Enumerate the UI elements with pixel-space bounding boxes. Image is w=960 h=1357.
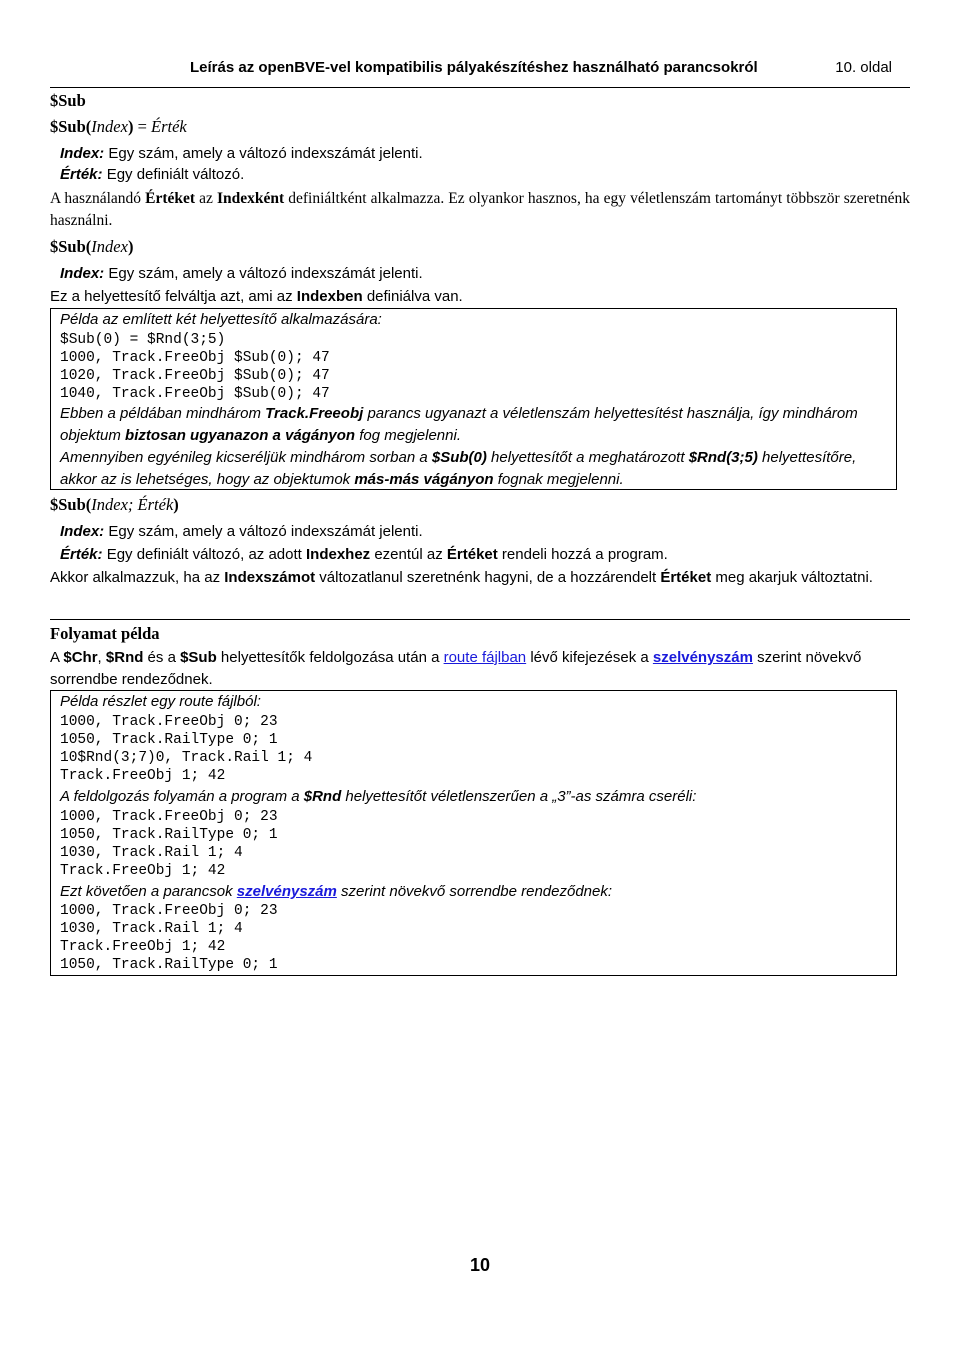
param-label: Index: (60, 145, 105, 162)
sub-form3-index-param (60, 523, 423, 541)
code-line: 1000, Track.FreeObj 0; 23 (60, 714, 278, 730)
code-line: 1030, Track.Rail 1; 4 (60, 921, 243, 937)
syntax-arg: Index; Érték (91, 495, 174, 514)
syntax-value: Érték (151, 117, 187, 136)
param-desc: Egy definiált változó. (102, 166, 245, 183)
syntax-name: $Sub( (50, 117, 92, 136)
sub-heading: $Sub (50, 91, 86, 110)
section-divider (50, 619, 910, 620)
text-run: Indexben (296, 288, 363, 305)
text-run: szerint növekvő sorrendbe rendeződnek. (50, 649, 862, 688)
text-run: Amennyiben egyénileg kicseréljük mindhárom sorban a (60, 449, 432, 466)
text-run: Ebben a példában mindhárom (60, 405, 266, 422)
text-run: Értéket (145, 190, 196, 207)
code-line: 1030, Track.Rail 1; 4 (60, 845, 243, 861)
szelvenyszam-link[interactable]: szelvényszám (236, 883, 337, 900)
param-label: Érték: (60, 546, 103, 563)
sub-form1-ertek-param (60, 166, 244, 184)
text-run: $Rnd (303, 788, 342, 805)
text-run: $Rnd(3;5) (688, 449, 758, 466)
sub-form2-index-param (60, 265, 423, 283)
sub-form1-index-param (60, 145, 423, 163)
text-run: változatlanul szeretnénk hagyni, de a hozzárendelt (315, 569, 661, 586)
example2-title: Példa részlet egy route fájlból: (60, 693, 261, 710)
text-run: biztosan ugyanazon a vágányon (125, 427, 356, 444)
code-line: 1050, Track.RailType 0; 1 (60, 732, 278, 748)
flow-intro (50, 647, 910, 691)
text-run: ezentúl az (370, 546, 447, 563)
text-run: Indexként (216, 190, 285, 207)
text-run: $Rnd (105, 649, 144, 666)
param-label: Index: (60, 523, 105, 540)
text-run: meg akarjuk változtatni. (711, 569, 873, 586)
text-run: Egy definiált változó, az adott (102, 546, 306, 563)
text-run: Értéket (660, 569, 712, 586)
text-run: más-más vágányon (354, 471, 494, 488)
syntax-close: ) (173, 495, 179, 514)
code-line: Track.FreeObj 1; 42 (60, 768, 226, 784)
text-run: Akkor alkalmazzuk, ha az (50, 569, 225, 586)
text-run: az (195, 190, 217, 207)
sub-form1-syntax (50, 118, 187, 136)
example2-end-text (60, 883, 612, 901)
sub-form2-description (50, 288, 463, 306)
text-run: Track. (265, 405, 310, 422)
text-run: szerint növekvő sorrendbe rendeződnek: (336, 883, 613, 900)
text-run: definiáltként alkalmazza. Ez olyankor hasznos, ha egy véletlenszám tartományt többször szeretnénk használni. (50, 190, 910, 229)
example2-middle-text (60, 788, 696, 806)
flow-heading: Folyamat példa (50, 624, 160, 643)
header-page-label: 10. oldal (835, 59, 892, 76)
sub-form2-syntax (50, 238, 133, 256)
text-run: Freeobj (309, 405, 364, 422)
route-file-link[interactable]: route fájlban (443, 649, 527, 666)
szelvenyszam-link[interactable]: szelvényszám (652, 649, 753, 666)
page-number: 10 (469, 1255, 491, 1275)
text-run: helyettesítőre, akkor az is lehetséges, hogy az objektumok (60, 449, 857, 488)
text-run: $Sub (180, 649, 217, 666)
text-run: A feldolgozás folyamán a program a (60, 788, 304, 805)
example1-paragraph-2 (60, 447, 860, 491)
text-run: Értéket (446, 546, 498, 563)
text-run: Indexszámot (224, 569, 316, 586)
sub-form3-ertek-param (60, 546, 668, 564)
code-line: 1000, Track.FreeObj 0; 23 (60, 809, 278, 825)
text-run: és a (143, 649, 181, 666)
param-desc: Egy szám, amely a változó indexszámát jelenti. (104, 145, 423, 162)
text-run: Ezt követően a parancsok (60, 883, 237, 900)
code-line: 10$Rnd(3;7)0, Track.Rail 1; 4 (60, 750, 313, 766)
code-line: 1050, Track.RailType 0; 1 (60, 827, 278, 843)
syntax-name: $Sub( (50, 495, 92, 514)
text-run: parancs ugyanazt a véletlenszám helyettesítést használja, így mindhárom objektum (60, 405, 858, 444)
syntax-arg: Index (91, 117, 128, 136)
example1-paragraph-1 (60, 403, 860, 447)
text-run: definiálva van. (362, 288, 463, 305)
param-label: Index: (60, 265, 105, 282)
sub-form1-description (50, 188, 910, 232)
code-line: Track.FreeObj 1; 42 (60, 863, 226, 879)
syntax-close: ) (127, 117, 134, 136)
text-run: helyettesítők feldolgozása után a (216, 649, 444, 666)
text-run: helyettesítőt a meghatározott (486, 449, 689, 466)
example1-title: Példa az említett két helyettesítő alkalmazására: (60, 311, 382, 328)
header-title: Leírás az openBVE-vel kompatibilis pályakészítéshez használható parancsokról (190, 59, 758, 76)
syntax-eq: = (133, 117, 151, 136)
text-run: $Sub(0) (431, 449, 487, 466)
code-line: Track.FreeObj 1; 42 (60, 939, 226, 955)
param-desc: Egy szám, amely a változó indexszámát jelenti. (104, 265, 423, 282)
text-run: A (50, 649, 64, 666)
code-line: 1020, Track.FreeObj $Sub(0); 47 (60, 368, 330, 384)
sub-form3-description (50, 567, 910, 589)
param-label: Érték: (60, 166, 103, 183)
text-run: fognak megjelenni. (493, 471, 624, 488)
code-line: 1050, Track.RailType 0; 1 (60, 957, 278, 973)
sub-form3-syntax (50, 496, 179, 514)
text-run: $Chr (63, 649, 98, 666)
syntax-name: $Sub( (50, 237, 92, 256)
code-line: 1000, Track.FreeObj 0; 23 (60, 903, 278, 919)
header-divider (50, 87, 910, 88)
text-run: Ez a helyettesítő felváltja azt, ami az (50, 288, 297, 305)
code-line: $Sub(0) = $Rnd(3;5) (60, 332, 226, 348)
code-line: 1040, Track.FreeObj $Sub(0); 47 (60, 386, 330, 402)
code-line: 1000, Track.FreeObj $Sub(0); 47 (60, 350, 330, 366)
text-run: , (97, 649, 106, 666)
param-desc: Egy szám, amely a változó indexszámát jelenti. (104, 523, 423, 540)
text-run: rendeli hozzá a program. (497, 546, 668, 563)
text-run: A használandó (50, 190, 146, 207)
text-run: lévő kifejezések a (526, 649, 653, 666)
text-run: helyettesítőt véletlenszerűen a „3”-as számra cseréli: (341, 788, 697, 805)
text-run: fog megjelenni. (355, 427, 461, 444)
text-run: Indexhez (305, 546, 371, 563)
syntax-arg: Index (91, 237, 128, 256)
syntax-close: ) (127, 237, 134, 256)
